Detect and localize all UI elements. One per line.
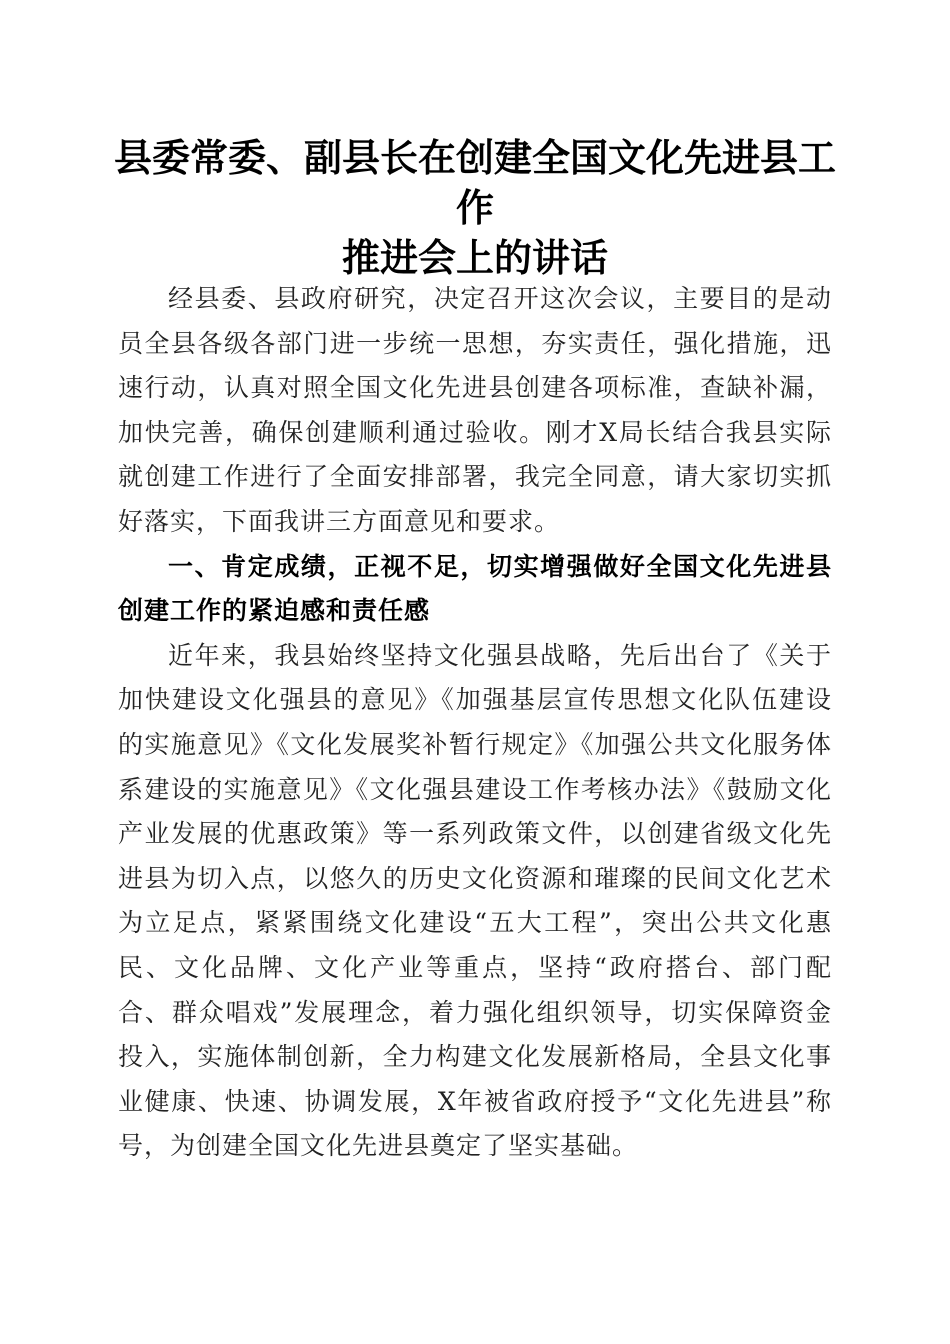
section-1-paragraph-1: 近年来，我县始终坚持文化强县战略，先后出台了《关于加快建设文化强县的意见》《加强基层宣传思想文化队伍建设的实施意见》《文化发展奖补暂行规定》《加强公共文化服务体系建设的实施意见》《文化强县建设工作考核办法》《鼓励文化产业发展的优惠政策》等一系列政策文件，以创建省级文化先进县为切入点，以悠久的历史文化资源和璀璨的民间文化艺术为立足点，紧紧围绕文化建设“五大工程”，突出公共文化惠民、文化品牌、文化产业等重点，坚持“政府搭台、部门配合、群众唱戏”发展理念，着力强化组织领导，切实保障资金投入，实施体制创新，全力构建文化发展新格局，全县文化事业健康、快速、协调发展，X年被省政府授予“文化先进县”称号，为创建全国文化先进县奠定了坚实基础。 [118, 640, 832, 1161]
document-body [118, 277, 832, 1169]
title-line-2: 推进会上的讲话 [341, 235, 608, 280]
section-1-heading: 一、肯定成绩，正视不足，切实增强做好全国文化先进县创建工作的紧迫感和责任感 [118, 551, 832, 626]
intro-paragraph: 经县委、县政府研究，决定召开这次会议，主要目的是动员全县各级各部门进一步统一思想，夯实责任，强化措施，迅速行动，认真对照全国文化先进县创建各项标准，查缺补漏，加快完善，确保创建顺利通过验收。刚才X局长结合我县实际就创建工作进行了全面安排部署，我完全同意，请大家切实抓好落实，下面我讲三方面意见和要求。 [118, 284, 832, 536]
title-line-1: 县委常委、副县长在创建全国文化先进县工作 [113, 135, 836, 230]
document-title [100, 133, 850, 283]
